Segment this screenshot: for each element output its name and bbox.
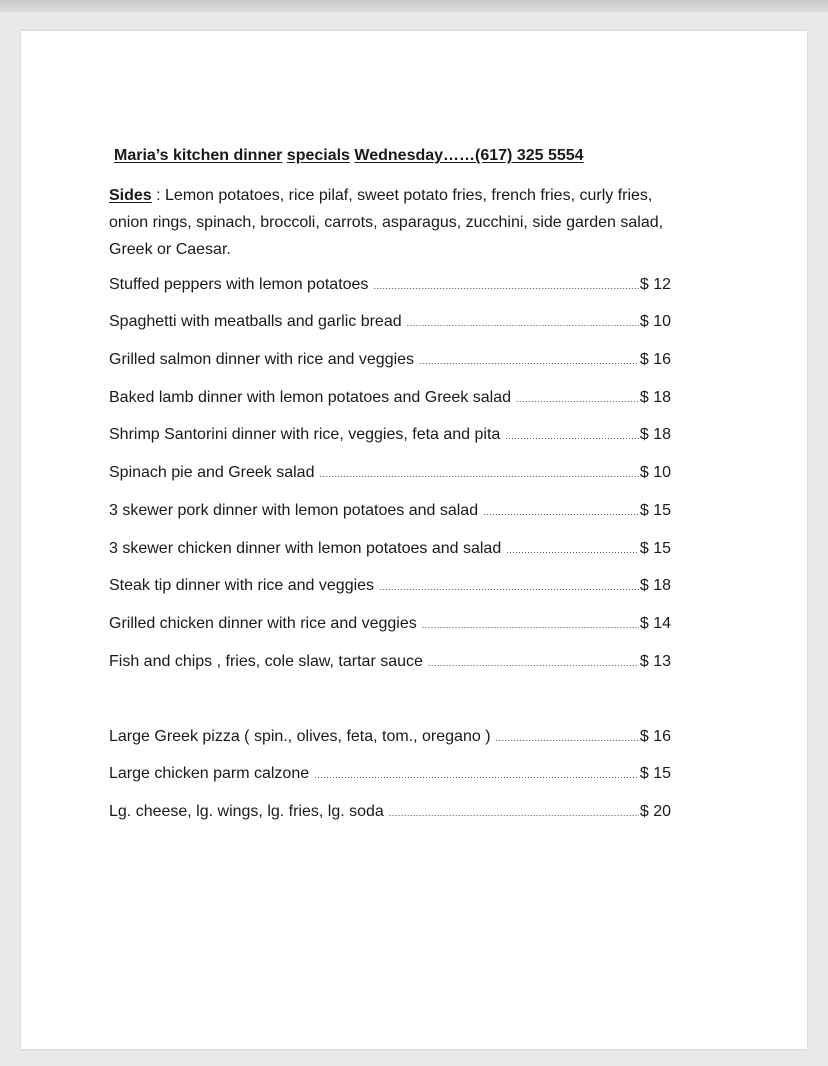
menu-item: [109, 540, 671, 562]
item-price: $ 15: [639, 540, 671, 557]
item-name: Lg. cheese, lg. wings, lg. fries, lg. soda: [109, 803, 384, 820]
item-price: $ 20: [639, 803, 671, 820]
item-name: Shrimp Santorini dinner with rice, veggies, feta and pita: [109, 426, 501, 443]
leader-dots: [373, 281, 638, 291]
menu-item: [109, 765, 671, 787]
leader-dots: [419, 356, 639, 366]
item-price: $ 16: [639, 351, 671, 368]
item-price: $ 18: [639, 389, 671, 406]
sides-paragraph: [109, 182, 684, 263]
leader-dots: [389, 808, 639, 818]
item-name: Steak tip dinner with rice and veggies: [109, 577, 375, 594]
sides-text: Lemon potatoes, rice pilaf, sweet potato fries, french fries, curly fries, onion rings, spinach, broccoli, carrots, asparagus, zucchini, side garden salad, Greek or Caesar.: [109, 187, 664, 258]
item-price: $ 10: [639, 464, 671, 481]
menu-item: [109, 728, 671, 750]
leader-dots: [506, 545, 639, 555]
leader-dots: [422, 620, 639, 630]
item-price: $ 16: [639, 728, 671, 745]
title-part-3: Wednesday……(617) 325 5554: [354, 147, 584, 164]
leader-dots: [379, 582, 639, 592]
item-name: 3 skewer pork dinner with lemon potatoes and salad: [109, 502, 479, 519]
leader-dots: [319, 469, 638, 479]
menu-item: [109, 389, 671, 411]
menu-item: [109, 577, 671, 599]
menu-item: [109, 313, 671, 335]
title-part-1: Maria’s kitchen dinner: [114, 147, 283, 164]
item-price: $ 13: [639, 653, 671, 670]
item-price: $ 15: [639, 765, 671, 782]
menu-item: [109, 653, 671, 675]
item-price: $ 14: [639, 615, 671, 632]
leader-dots: [496, 733, 639, 743]
menu-item: [109, 803, 671, 825]
item-name: 3 skewer chicken dinner with lemon potatoes and salad: [109, 540, 502, 557]
menu-item: [109, 502, 671, 524]
sides-label: Sides: [109, 187, 152, 204]
menu-title: [114, 147, 584, 165]
menu-item: [109, 426, 671, 448]
item-price: $ 18: [639, 426, 671, 443]
leader-dots: [505, 431, 639, 441]
title-part-2: specials: [286, 147, 350, 164]
item-price: $ 12: [639, 276, 671, 293]
item-name: Spinach pie and Greek salad: [109, 464, 315, 481]
item-name: Spaghetti with meatballs and garlic bread: [109, 313, 402, 330]
sides-separator: :: [151, 187, 166, 204]
item-price: $ 10: [639, 313, 671, 330]
item-price: $ 18: [639, 577, 671, 594]
leader-dots: [314, 770, 639, 780]
menu-item: [109, 276, 671, 298]
menu-item: [109, 464, 671, 486]
top-bar: [0, 0, 828, 12]
item-name: Large chicken parm calzone: [109, 765, 310, 782]
leader-dots: [516, 394, 639, 404]
menu-item: [109, 351, 671, 373]
item-price: $ 15: [639, 502, 671, 519]
item-name: Stuffed peppers with lemon potatoes: [109, 276, 369, 293]
menu-item: [109, 615, 671, 637]
item-name: Fish and chips , fries, cole slaw, tartar sauce: [109, 653, 423, 670]
leader-dots: [407, 318, 639, 328]
item-name: Grilled salmon dinner with rice and veggies: [109, 351, 415, 368]
item-name: Grilled chicken dinner with rice and veggies: [109, 615, 417, 632]
item-name: Baked lamb dinner with lemon potatoes and Greek salad: [109, 389, 512, 406]
item-name: Large Greek pizza ( spin., olives, feta, tom., oregano ): [109, 728, 491, 745]
leader-dots: [428, 658, 639, 668]
leader-dots: [483, 507, 639, 517]
